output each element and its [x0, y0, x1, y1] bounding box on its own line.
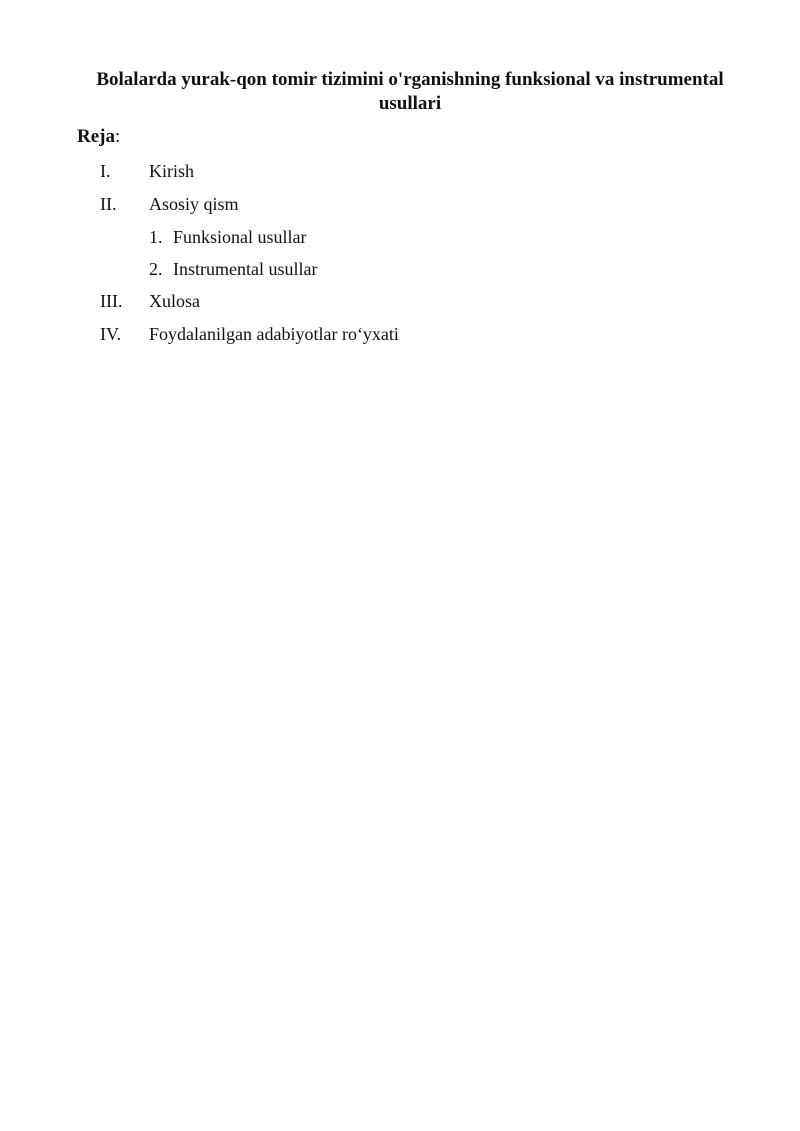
outline-numeral: I. [100, 161, 111, 181]
outline-text: Foydalanilgan adabiyotlar ro‘yxati [149, 324, 399, 344]
outline-numeral: IV. [100, 324, 122, 344]
outline-numeral: 1. [149, 227, 163, 247]
outline-text: Kirish [149, 161, 194, 181]
outline-text: Funksional usullar [173, 227, 307, 247]
outline-text: Asosiy qism [149, 194, 239, 214]
plan-heading [77, 125, 120, 149]
outline-numeral: II. [100, 194, 117, 214]
document-title: Bolalarda yurak-qon tomir tizimini o'rganishning funksional va instrumental usullari [96, 69, 724, 114]
outline-text: Instrumental usullar [173, 259, 318, 279]
outline-text: Xulosa [149, 291, 200, 311]
outline-numeral: 2. [149, 259, 163, 279]
outline-numeral: III. [100, 291, 123, 311]
plan-label: Reja [77, 126, 115, 147]
plan-colon: : [114, 126, 121, 147]
